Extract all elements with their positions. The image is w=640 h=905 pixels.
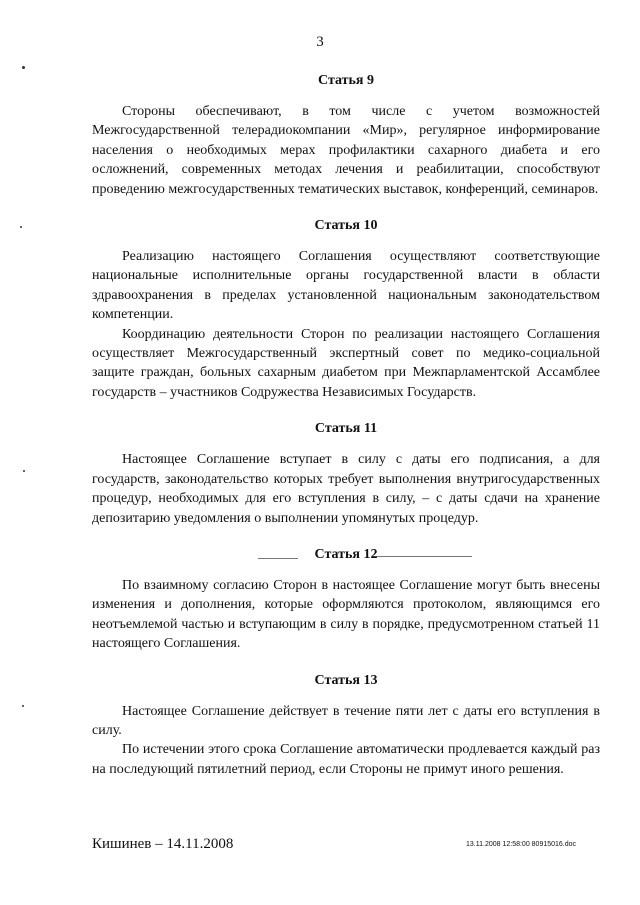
article-paragraph: Координацию деятельности Сторон по реализации настоящего Соглашения осуществляет Межгосударственный экспертный совет по медико-социальной защите граждан, больных сахарным диабетом при Межпарламентской Ассамблее государств – участников Содружества Независимых Государств. (92, 326, 600, 400)
article-paragraph: По взаимному согласию Сторон в настоящее Соглашение могут быть внесены изменения и дополнения, которые оформляются протоколом, являющимся его неотъемлемой частью и вступающим в силу в порядке, предусмотренном статьей 11 настоящего Соглашения. (92, 577, 600, 652)
article-heading: Статья 11 (314, 421, 378, 437)
scan-speck (22, 705, 24, 707)
article-9 (92, 72, 600, 199)
article-11 (92, 420, 600, 528)
article-heading: Статья 12 (314, 546, 378, 562)
page-number: 3 (316, 34, 324, 50)
article-heading: Статья 10 (314, 218, 378, 234)
scan-speck (23, 470, 25, 472)
scan-speck (20, 226, 22, 228)
article-paragraph: Настоящее Соглашение действует в течение пяти лет с даты его вступления в силу. (92, 703, 600, 738)
document-body (92, 72, 600, 797)
article-paragraph: По истечении этого срока Соглашение автоматически продлевается каждый раз на последующий пятилетний период, если Стороны не примут иного решения. (92, 742, 600, 777)
article-12 (92, 546, 600, 654)
article-paragraph: Настоящее Соглашение вступает в силу с даты его подписания, а для государств, законодательство которых требует выполнения внутригосударственных процедур, необходимых для его вступления в силу, – с даты сдачи на хранение депозитарию уведомления о выполнении упомянутых процедур. (92, 452, 600, 526)
footer-place-date: Кишинев – 14.11.2008 (92, 836, 234, 852)
article-paragraph: Стороны обеспечивают, в том числе с учетом возможностей Межгосударственной телерадиокомпании «Мир», регулярное информирование населения о необходимых мерах профилактики сахарного диабета и его осложнений, современных методах лечения и реабилитации, способствуют проведению межгосударственных тематических выставок, конференций, семинаров. (92, 104, 600, 197)
article-heading: Статья 13 (314, 672, 378, 688)
article-13 (92, 672, 600, 780)
footer-file-stamp: 13.11.2008 12:58:00 80915016.doc (466, 841, 577, 848)
article-10 (92, 217, 600, 402)
article-heading: Статья 9 (318, 73, 374, 88)
article-paragraph: Реализацию настоящего Соглашения осуществляют соответствующие национальные исполнительные органы государственной власти в области здравоохранения в пределах установленной национальным законодательством компетенции. (92, 249, 600, 323)
scan-speck (22, 66, 25, 69)
